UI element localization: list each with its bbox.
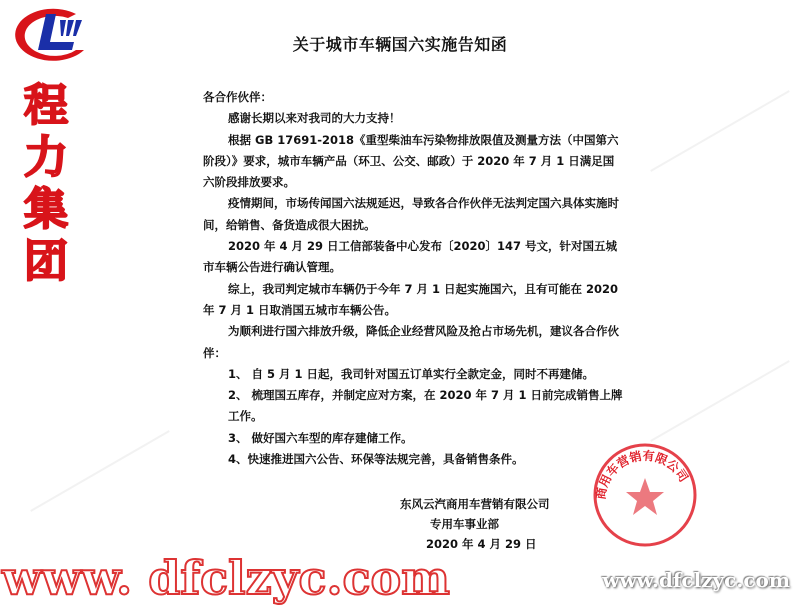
seal-text: 商用车营销有限公司: [593, 448, 691, 501]
department-name: 专用车事业部: [430, 517, 499, 531]
list-item: 1、 自 5 月 1 日起，我司针对国五订单实行全款定金，同时不再建储。: [228, 366, 595, 381]
list-item: 3、 做好国六车型的库存建储工作。: [228, 430, 413, 445]
company-name: 东风云汽商用车营销有限公司: [400, 497, 550, 511]
list-item: 2、 梳理国五库存，并制定应对方案，在 2020 年 7 月 1 日前完成销售上牌工作。: [228, 388, 623, 424]
background-watermark-stroke: [650, 90, 790, 172]
document-title: 关于城市车辆国六实施告知函: [292, 35, 508, 54]
background-watermark-stroke: [650, 360, 790, 442]
signature-block: [400, 494, 570, 554]
website-watermark: www. dfclzyc.com: [2, 551, 450, 605]
brand-char: 团: [24, 236, 68, 287]
background-watermark-stroke: [30, 430, 170, 512]
paragraph-standard: 根据 GB 17691-2018《重型柴油车污染物排放限值及测量方法（中国第六阶段）》要求，城市车辆产品（环卫、公交、邮政）于 2020 年 7 月 1 日满足国六阶段排放要求。: [203, 132, 619, 190]
signature-date: 2020 年 4 月 29 日: [426, 537, 537, 551]
letter-body: [203, 87, 623, 470]
brand-char: 程: [24, 80, 68, 131]
thanks-paragraph: 感谢长期以来对我司的大力支持！: [228, 111, 401, 126]
paragraph-suggestion: 为顺利进行国六排放升级，降低企业经营风险及抢占市场先机，建议各合作伙伴：: [203, 324, 619, 360]
salutation: 各合作伙伴：: [203, 90, 272, 104]
paragraph-conclusion: 综上，我司判定城市车辆仍于今年 7 月 1 日起实施国六，且有可能在 2020 年 7 月 1 日取消国五城市车辆公告。: [203, 281, 619, 317]
brand-char: 集: [24, 184, 68, 235]
brand-char: 力: [24, 132, 68, 183]
website-watermark-small: www.dfclzyc.com: [602, 568, 790, 592]
paragraph-epidemic: 疫情期间，市场传闻国六法规延迟，导致各合作伙伴无法判定国六具体实施时间，给销售、备货造成很大困扰。: [203, 196, 619, 232]
paragraph-notice: 2020 年 4 月 29 日工信部装备中心发布〔2020〕147 号文，针对国五城市车辆公告进行确认管理。: [203, 239, 618, 275]
brand-name-vertical: [16, 80, 76, 288]
list-item: 4、快速推进国六公告、环保等法规完善，具备销售条件。: [228, 452, 524, 467]
company-seal-icon: [590, 440, 700, 550]
